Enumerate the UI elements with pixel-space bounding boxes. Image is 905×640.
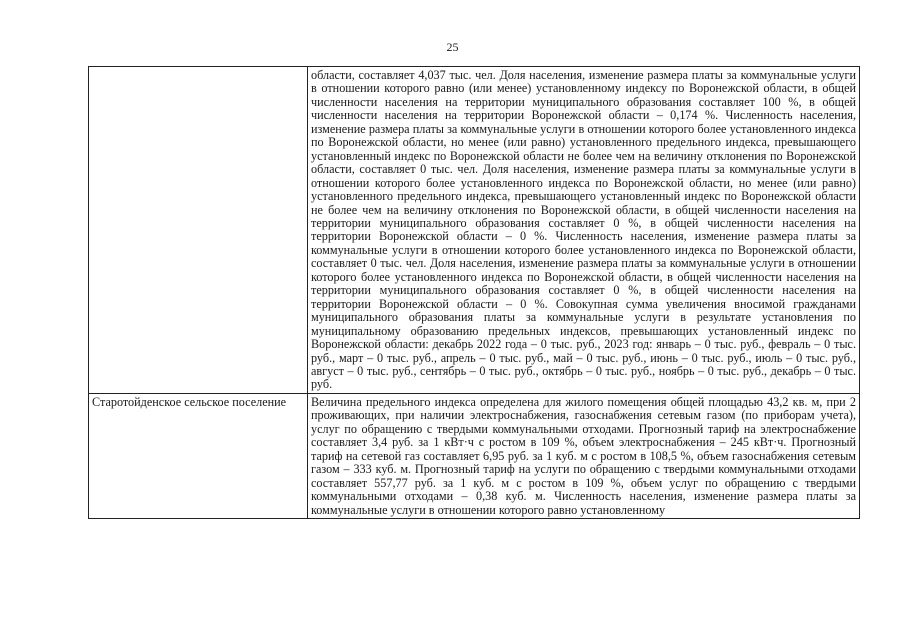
description-cell (308, 393, 860, 518)
table-row (89, 67, 860, 394)
municipality-name: Старотойденское сельское поселение (92, 394, 287, 409)
description-text: Величина предельного индекса определена для жилого помещения общей площадью 43,2 кв. м, при 2 проживающих, при наличии электроснабжения, газоснабжения сетевым газом (по приборам учета), услуг по обращению с твердыми коммунальными отходами. Прогнозный тариф на электроснабжение составляет 3,4 руб. за 1 кВт·ч с ростом в 109 %, объем электроснабжения – 245 кВт·ч. Прогнозный тариф на сетевой газ составляет 6,95 руб. за 1 куб. м с ростом в 108,5 %, объем газоснабжения сетевым газом – 333 куб. м. Прогнозный тариф на услуги по обращению с твердыми коммунальными отходами составляет 557,77 руб. за 1 куб. м с ростом в 109 %, объем услуг по обращению с твердыми коммунальными отходами – 0,38 куб. м. Численность населения, изменение размера платы за коммунальные услуги в отношении которого равно установленному (311, 394, 856, 517)
description-text: области, составляет 4,037 тыс. чел. Доля населения, изменение размера платы за коммунальные услуги в отношении которого равно (или менее) установленному индексу по Воронежской области, в общей численности населения на территории муниципального образования составляет 100 %, в общей численности населения на территории Воронежской области – 0,174 %. Численность населения, изменение размера платы за коммунальные услуги в отношении которого более установленного индекса по Воронежской области, но менее (или равно) установленного предельного индекса, превышающего установленный индекс по Воронежской области не более чем на величину отклонения по Воронежской области, составляет 0 тыс. чел. Доля населения, изменение размера платы за коммунальные услуги в отношении которого более установленного индекса по Воронежской области, но менее (или равно) установленного предельного индекса, превышающего установленный индекс по Воронежской области не более чем на величину отклонения по Воронежской области, в общей численности населения на территории муниципального образования составляет 0 %, в общей численности населения на территории Воронежской области – 0 %. Численность населения, изменение размера платы за коммунальные услуги в отношении которого более установленного индекса по Воронежской области, составляет 0 тыс. чел. Доля населения, изменение размера платы за коммунальные услуги в отношении которого более установленного индекса по Воронежской области, в общей численности населения на территории муниципального образования составляет 0 %, в общей численности населения на территории Воронежской области – 0 %. Совокупная сумма увеличения вносимой гражданами муниципального образования платы за коммунальные услуги в результате установления по муниципальному образованию предельных индексов, превышающих установленный индекс по Воронежской области: декабрь 2022 года – 0 тыс. руб., 2023 год: январь – 0 тыс. руб., февраль – 0 тыс. руб., март – 0 тыс. руб., апрель – 0 тыс. руб., май – 0 тыс. руб., июнь – 0 тыс. руб., июль – 0 тыс. руб., август – 0 тыс. руб., сентябрь – 0 тыс. руб., октябрь – 0 тыс. руб., ноябрь – 0 тыс. руб., декабрь – 0 тыс. руб. (311, 68, 856, 392)
municipality-cell (89, 67, 308, 394)
page-number: 25 (446, 40, 459, 54)
municipality-cell (89, 393, 308, 518)
table-row (89, 393, 860, 518)
description-cell (308, 67, 860, 394)
municipality-table (88, 66, 860, 519)
